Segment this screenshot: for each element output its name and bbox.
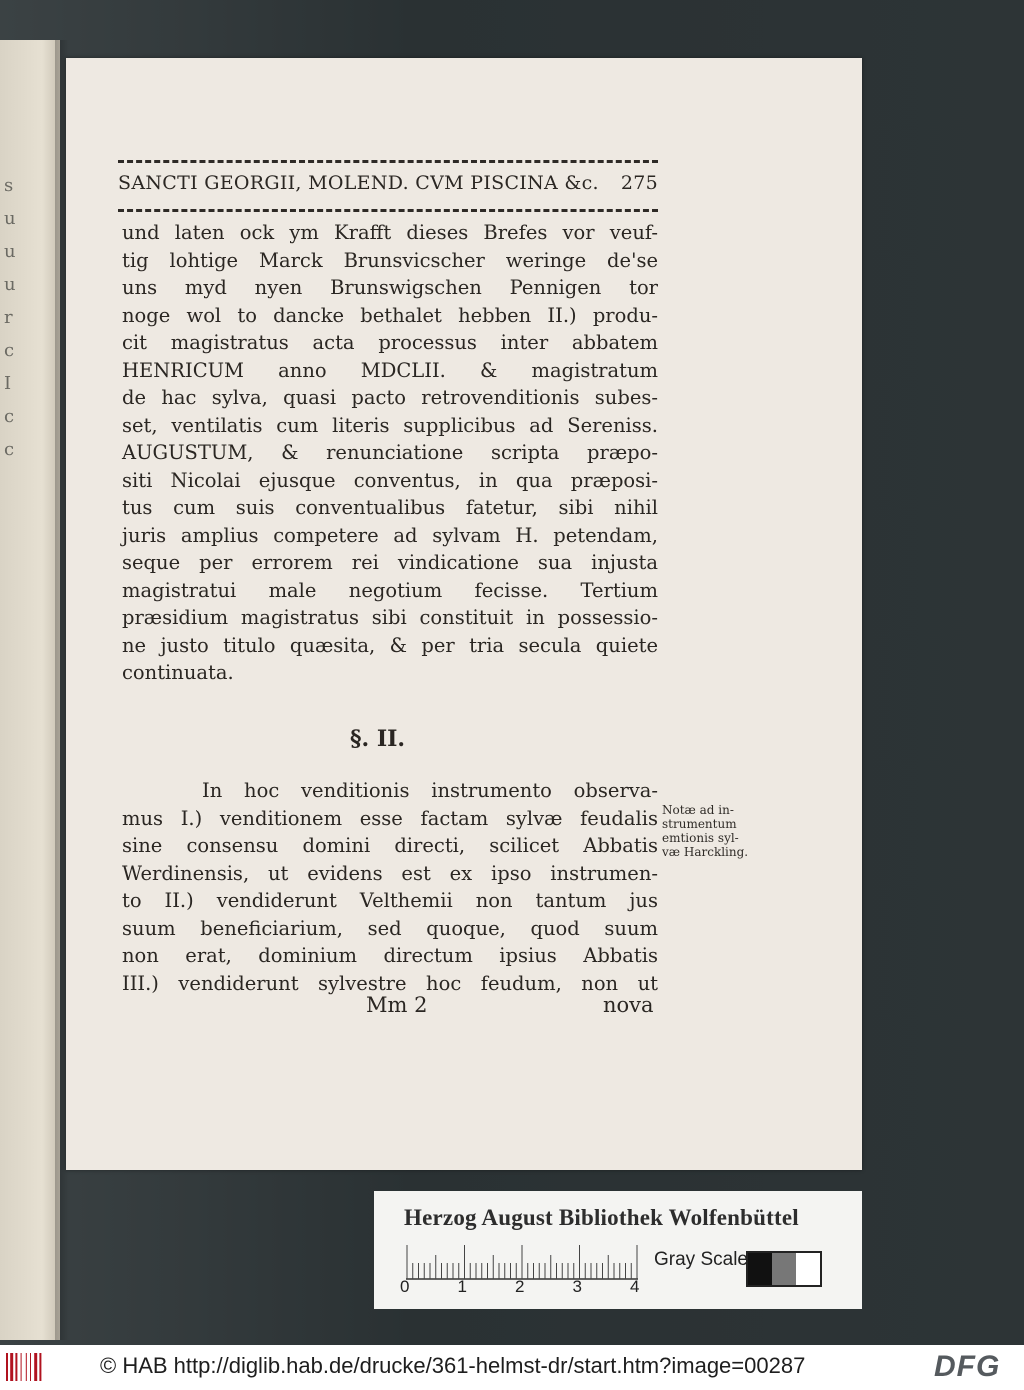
signature-mark: Mm 2 (366, 993, 428, 1017)
text-line: AUGUSTUM, & renunciatione scripta præpo- (122, 441, 658, 464)
barcode-bar (10, 1353, 13, 1381)
text-line: set, ventilatis cum literis supplicibus ad Sereniss. (122, 413, 658, 437)
text-line: tus cum suis conventualibus fatetur, sibi nihil (122, 496, 658, 519)
text-line: præsidium magistratus sibi constituit in possessio- (122, 606, 658, 629)
text-line: de hac sylva, quasi pacto retrovenditionis subes- (122, 386, 658, 409)
text-line: uns myd nyen Brunswigschen Pennigen tor (122, 276, 658, 299)
page-number: 275 (620, 172, 658, 194)
running-head-title: SANCTI GEORGII, MOLEND. CVM PISCINA &c. (118, 172, 599, 194)
ruler-number: 2 (515, 1277, 525, 1296)
dfg-logo: DFG (934, 1350, 1001, 1383)
paragraph-2 (122, 777, 658, 997)
barcode-bar (15, 1353, 17, 1381)
prev-page-glyph: r (4, 307, 13, 328)
text-line: ne justo titulo quæsita, & per tria secula quiete (122, 633, 658, 657)
text-line: magistratui male negotium fecisse. Tertium (122, 578, 658, 602)
text-line: III.) vendiderunt sylvestre hoc feudum, non ut (122, 971, 658, 995)
gray-swatch (796, 1253, 820, 1285)
barcode-bar (34, 1353, 37, 1381)
text-line: non erat, dominium directum ipsius Abbatis (122, 944, 658, 967)
barcode-bar (26, 1353, 27, 1381)
margin-note (662, 803, 782, 859)
margin-note-line: strumentum (662, 817, 737, 831)
header-rule-top (118, 160, 658, 163)
text-line: suum beneficiarium, sed quoque, quod suum (122, 916, 658, 940)
paragraph-1 (122, 219, 658, 687)
text-line: In hoc venditionis instrumento observa- (202, 779, 658, 802)
copyright-url[interactable]: © HAB http://diglib.hab.de/drucke/361-helmst-dr/start.htm?image=00287 (100, 1353, 806, 1378)
margin-note-line: væ Harckling. (662, 845, 749, 859)
gray-scale-label: Gray Scale (654, 1249, 748, 1270)
text-line: noge wol to dancke bethalet hebben II.) produ- (122, 303, 658, 327)
catchword: nova (603, 993, 654, 1017)
barcode-bar (39, 1353, 41, 1381)
library-name: Herzog August Bibliothek Wolfenbüttel (404, 1205, 799, 1230)
text-line: sine consensu domini directi, scilicet Abbatis (122, 834, 658, 857)
text-line: tig lohtige Marck Brunsvicscher weringe de'se (122, 248, 658, 272)
barcode-icon (6, 1353, 46, 1381)
margin-note-line: emtionis syl- (662, 831, 739, 845)
text-line: seque per errorem rei vindicatione sua injusta (122, 551, 658, 574)
footer-bar (0, 1345, 1024, 1390)
section-heading: §. II. (350, 726, 406, 752)
margin-note-line: Notæ ad in- (662, 803, 734, 817)
gray-scale-card (374, 1191, 862, 1309)
barcode-bar (30, 1353, 31, 1381)
running-head (118, 172, 658, 194)
prev-page-glyph: I (4, 373, 12, 394)
previous-page-edge (0, 40, 60, 1340)
prev-page-glyph: u (4, 241, 16, 262)
ruler-number: 4 (630, 1277, 640, 1296)
text-line: cit magistratus acta processus inter abbatem (122, 331, 658, 354)
gray-swatch (748, 1253, 772, 1285)
text-line: siti Nicolai ejusque conventus, in qua præposi- (122, 468, 658, 492)
barcode-bar (6, 1353, 8, 1381)
text-line: und laten ock ym Krafft dieses Brefes vor veuf- (122, 221, 658, 244)
barcode-bar (21, 1353, 22, 1381)
ruler-number: 1 (457, 1277, 467, 1296)
text-line: juris amplius competere ad sylvam H. petendam, (122, 523, 658, 547)
prev-page-glyph: u (4, 274, 16, 295)
prev-page-glyph: u (4, 208, 16, 229)
ruler-number: 0 (400, 1277, 410, 1296)
ruler-icon (406, 1244, 638, 1280)
gray-swatch (772, 1253, 796, 1285)
prev-page-glyph: s (4, 175, 14, 196)
prev-page-glyph: c (4, 340, 15, 361)
header-rule-bottom (118, 209, 658, 212)
text-line: continuata. (122, 661, 234, 684)
prev-page-glyph: c (4, 406, 15, 427)
text-line: mus I.) venditionem esse factam sylvæ feudalis (122, 806, 658, 830)
text-line: Werdinensis, ut evidens est ex ipso instrumen- (122, 861, 658, 885)
prev-page-glyph: c (4, 439, 15, 460)
ruler-number: 3 (572, 1277, 582, 1296)
text-line: HENRICUM anno MDCLII. & magistratum (122, 358, 658, 382)
text-line: to II.) vendiderunt Velthemii non tantum jus (122, 889, 658, 912)
gray-swatches (746, 1251, 822, 1287)
